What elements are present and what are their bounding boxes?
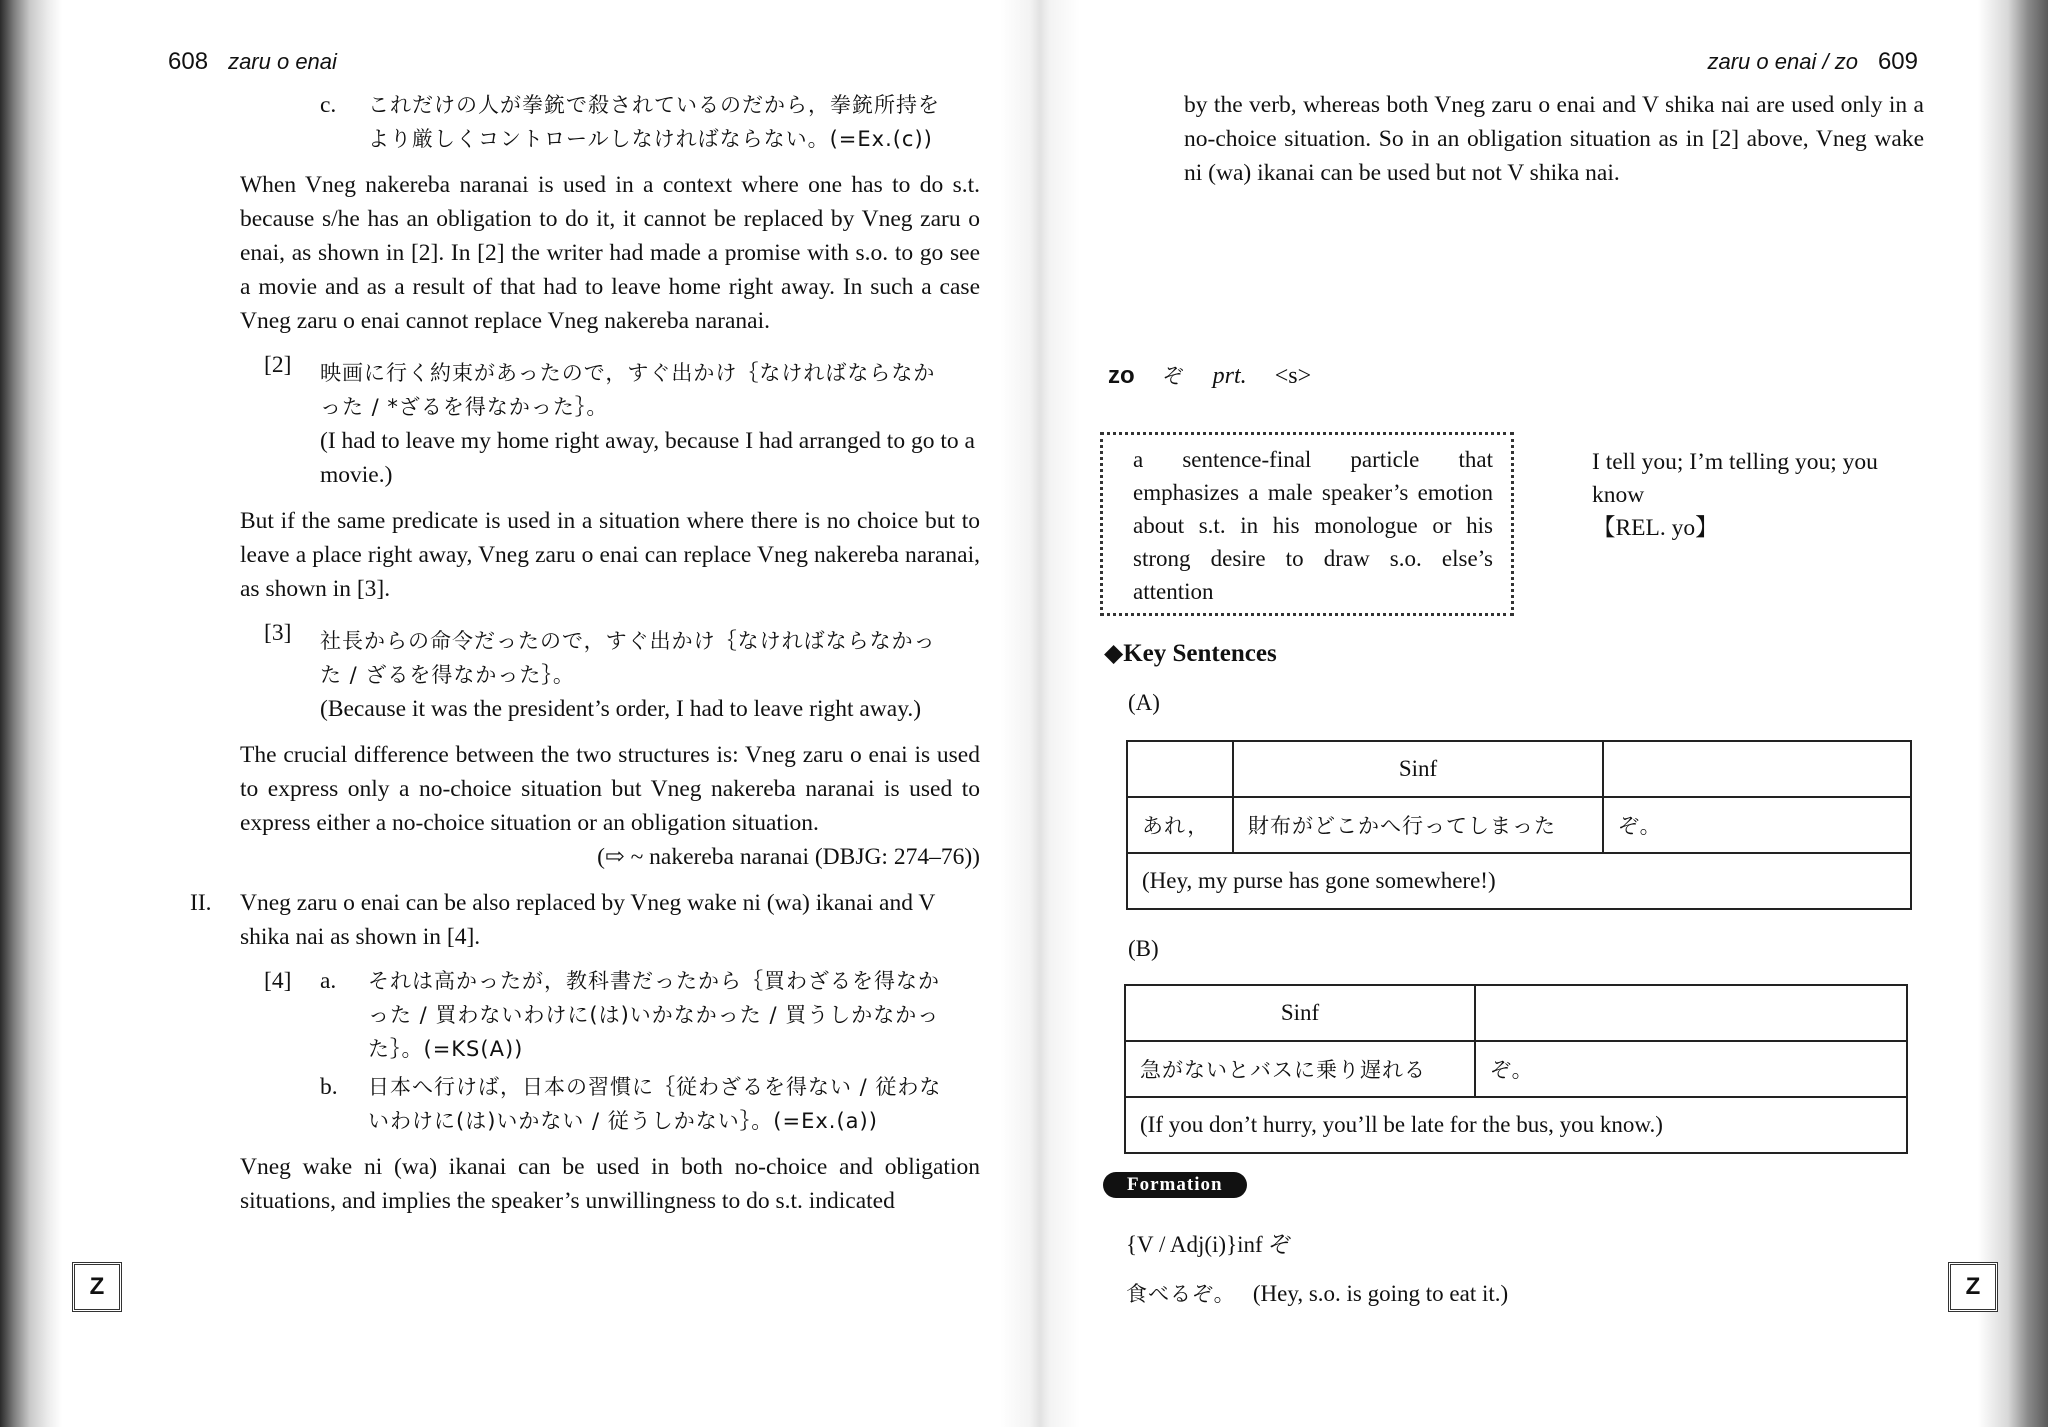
paragraph-continued: by the verb, whereas both Vneg zaru o enai and V shika nai are used only in a no-choice situation. So in an obligation situation as in [2] above, Vneg wake ni (wa) ikanai can be used but not V shika nai. [1184, 92, 1924, 186]
example-c-label: c. [320, 92, 337, 118]
page-number-right: 609 [1877, 48, 1918, 75]
example-3 [264, 616, 980, 726]
example-3-number: [3] [264, 620, 292, 646]
paragraph-2: But if the same predicate is used in a situation where there is no choice but to leave a place right away, Vneg zaru o enai can replace Vneg nakereba naranai, as shown in [3]. [240, 508, 980, 602]
example-3-translation: (Because it was the president’s order, I had to leave right away.) [320, 696, 922, 722]
running-head-right: zaru o enai / zo [1707, 49, 1858, 74]
gloss-text: I tell you; I’m telling you; you know [1592, 449, 1878, 508]
example-4a-jp-line1: それは高かったが，教科書だったから｛買わざるを得なか [368, 969, 940, 993]
thumb-index-tab-right: Z [1948, 1262, 1998, 1312]
right-page-top-paragraph [1104, 88, 1924, 190]
example-4b-jp-line1: 日本へ行けば，日本の習慣に｛従わざるを得ない / 従わな [368, 1075, 942, 1099]
example-2-translation: (I had to leave my home right away, because I had arranged to go to a movie.) [320, 428, 975, 488]
definition-text: a sentence-final particle that emphasizes a male speaker’s emotion about s.t. in his monologue or his strong desire to draw s.o. else’s attention [1133, 447, 1493, 604]
ks-a-translation: (Hey, my purse has gone somewhere!) [1127, 853, 1911, 909]
left-page-body [190, 88, 980, 1218]
formation-example-translation: (Hey, s.o. is going to eat it.) [1252, 1281, 1509, 1306]
formation-example [1126, 1278, 1508, 1308]
entry-register: <s> [1274, 363, 1312, 389]
entry-heading [1108, 360, 1311, 390]
key-sentence-a-table [1126, 740, 1912, 910]
key-sentence-b-table [1124, 984, 1908, 1154]
example-4a-label: a. [320, 968, 337, 994]
example-2-jp-line1: 映画に行く約束があったので，すぐ出かけ｛なければならなか [320, 361, 936, 385]
section-II [190, 886, 980, 954]
section-II-text: Vneg zaru o enai can be also replaced by Vneg wake ni (wa) ikanai and V shika nai as shown in [4]. [240, 890, 935, 950]
running-head-left: zaru o enai [228, 49, 337, 74]
example-4a [320, 964, 980, 1066]
example-4-number: [4] [264, 968, 292, 994]
ks-a-main-clause: 財布がどこかへ行ってしまった [1233, 797, 1603, 853]
cross-reference: (⇨ ~ nakereba naranai (DBJG: 274–76)) [597, 844, 980, 870]
section-II-number: II. [190, 890, 212, 916]
key-sentences-title: ◆Key Sentences [1104, 640, 1277, 667]
key-sentence-b-label: (B) [1128, 936, 1159, 961]
formation-label: Formation [1103, 1172, 1247, 1198]
right-running-header [1708, 48, 1919, 76]
paragraph-3: The crucial difference between the two structures is: Vneg zaru o enai is used to express only a no-choice situation but Vneg nakereba naranai is used to express either a no-choice situation or an obligation situation. [240, 742, 980, 836]
example-c-jp-line1: これだけの人が拳銃で殺されているのだから，拳銃所持を [368, 93, 940, 117]
example-4b-jp-line2: いわけに(は)いかない / 従うしかない｝。(=Ex.(a)) [368, 1109, 878, 1133]
related-entry: 【REL. yo】 [1592, 515, 1719, 541]
entry-part-of-speech: prt. [1212, 363, 1247, 389]
gloss-block [1592, 446, 1922, 545]
key-sentence-a-label: (A) [1128, 690, 1160, 715]
ks-b-main-clause: 急がないとバスに乗り遅れる [1125, 1041, 1475, 1097]
ks-b-particle: ぞ。 [1475, 1041, 1907, 1097]
definition-box [1100, 432, 1514, 616]
ks-b-translation: (If you don’t hurry, you’ll be late for the bus, you know.) [1125, 1097, 1907, 1153]
entry-headword: zo [1108, 362, 1135, 389]
paragraph-4: Vneg wake ni (wa) ikanai can be used in both no-choice and obligation situations, and implies the speaker’s unwillingness to do s.t. indicated [240, 1154, 980, 1214]
example-4a-jp-line2: った / 買わないわけに(は)いかなかった / 買うしかなかっ [368, 1003, 940, 1027]
page-number-left: 608 [168, 48, 209, 75]
example-4b [320, 1070, 980, 1138]
ks-a-header-sinf: Sinf [1233, 741, 1603, 797]
example-2-jp-line2: った / *ざるを得なかった｝。 [320, 395, 609, 419]
ks-a-particle: ぞ。 [1603, 797, 1911, 853]
example-2 [264, 348, 980, 492]
thumb-index-tab-left: Z [72, 1262, 122, 1312]
left-page-edge-shadow [0, 0, 62, 1427]
paragraph-1: When Vneg nakereba naranai is used in a context where one has to do s.t. because s/he has an obligation to do it, it cannot be replaced by Vneg zaru o enai, as shown in [2]. In [2] the writer had made a promise with s.o. to go see a movie and as a result of that had to leave home right away. In such a case Vneg zaru o enai cannot replace Vneg nakereba naranai. [240, 172, 980, 334]
example-4b-label: b. [320, 1074, 338, 1100]
formation-rule: {V / Adj(i)}inf ぞ [1126, 1232, 1292, 1257]
entry-kana: ぞ [1162, 364, 1185, 388]
example-2-number: [2] [264, 352, 292, 378]
right-page-edge-shadow [1978, 0, 2048, 1427]
left-running-header [168, 48, 337, 76]
formation-example-jp: 食べるぞ。 [1126, 1282, 1236, 1306]
ks-a-interjection: あれ， [1127, 797, 1233, 853]
example-3-jp-line2: た / ざるを得なかった｝。 [320, 663, 575, 687]
book-spine-gutter [1000, 0, 1080, 1427]
example-c-jp-line2: より厳しくコントロールしなければならない。(=Ex.(c)) [368, 127, 933, 151]
example-3-jp-line1: 社長からの命令だったので，すぐ出かけ｛なければならなかっ [320, 629, 936, 653]
example-c [320, 88, 980, 156]
example-4a-jp-line3: た｝。(=KS(A)) [368, 1037, 524, 1061]
example-4 [264, 964, 980, 1138]
ks-b-header-sinf: Sinf [1125, 985, 1475, 1041]
